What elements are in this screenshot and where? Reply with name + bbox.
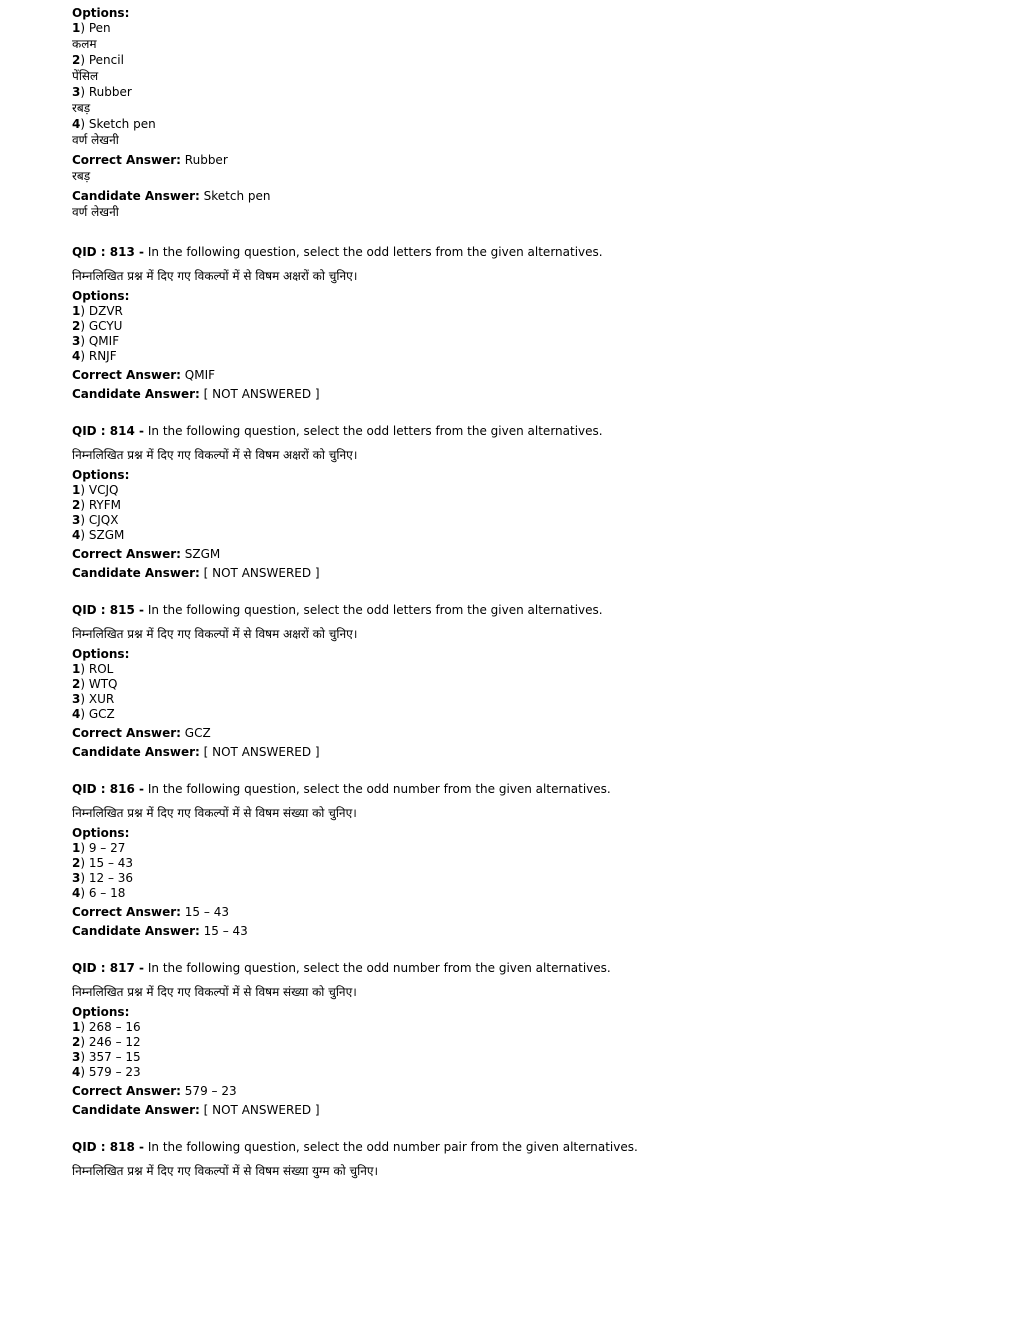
question-text-hindi: निम्नलिखित प्रश्न में दिए गए विकल्पों में से विषम अक्षरों को चुनिए। — [72, 269, 358, 283]
candidate-answer-hindi: वर्ण लेखनी — [72, 205, 119, 219]
correct-answer: Correct Answer: Rubber — [72, 153, 228, 167]
option-item: 2) GCYU — [72, 319, 123, 333]
option-hindi: रबड़ — [72, 101, 91, 115]
question-text: QID : 814 - In the following question, select the odd letters from the given alternatives. — [72, 424, 603, 438]
option-hindi: कलम — [72, 37, 97, 51]
options-label: Options: — [72, 1005, 130, 1019]
question-text-hindi: निम्नलिखित प्रश्न में दिए गए विकल्पों में से विषम अक्षरों को चुनिए। — [72, 448, 358, 462]
option-item: 2) 246 – 12 — [72, 1035, 141, 1049]
option-item: 3) 357 – 15 — [72, 1050, 141, 1064]
question-block — [72, 961, 972, 1118]
question-text: QID : 815 - In the following question, select the odd letters from the given alternatives. — [72, 603, 603, 617]
option-item: 2) WTQ — [72, 677, 118, 691]
option-hindi: वर्ण लेखनी — [72, 133, 119, 147]
correct-answer: Correct Answer: GCZ — [72, 726, 211, 740]
options-label: Options: — [72, 6, 130, 20]
question-block — [72, 245, 972, 402]
question-text-hindi: निम्नलिखित प्रश्न में दिए गए विकल्पों में से विषम संख्या को चुनिए। — [72, 985, 357, 999]
option-item: 1) DZVR — [72, 304, 123, 318]
option-item: 4) SZGM — [72, 528, 125, 542]
candidate-answer: Candidate Answer: [ NOT ANSWERED ] — [72, 1103, 320, 1117]
option-item: 3) XUR — [72, 692, 115, 706]
option-item: 4) GCZ — [72, 707, 115, 721]
question-text: QID : 817 - In the following question, select the odd number from the given alternatives. — [72, 961, 611, 975]
candidate-answer: Candidate Answer: 15 – 43 — [72, 924, 248, 938]
question-text: QID : 813 - In the following question, select the odd letters from the given alternatives. — [72, 245, 603, 259]
option-item: 1) 268 – 16 — [72, 1020, 141, 1034]
options-label: Options: — [72, 826, 130, 840]
option-item: 4) RNJF — [72, 349, 117, 363]
question-text: QID : 818 - In the following question, select the odd number pair from the given alternatives. — [72, 1140, 638, 1154]
candidate-answer: Candidate Answer: [ NOT ANSWERED ] — [72, 566, 320, 580]
correct-answer: Correct Answer: 579 – 23 — [72, 1084, 237, 1098]
options-label: Options: — [72, 468, 130, 482]
option-item: 3) Rubber — [72, 85, 132, 99]
option-item: 2) Pencil — [72, 53, 124, 67]
option-hindi: पेंसिल — [72, 69, 99, 83]
question-block — [72, 782, 972, 939]
question-text-hindi: निम्नलिखित प्रश्न में दिए गए विकल्पों में से विषम संख्या को चुनिए। — [72, 806, 357, 820]
option-item: 1) VCJQ — [72, 483, 119, 497]
option-item: 1) ROL — [72, 662, 114, 676]
correct-answer: Correct Answer: QMIF — [72, 368, 216, 382]
candidate-answer: Candidate Answer: Sketch pen — [72, 189, 271, 203]
question-text-hindi: निम्नलिखित प्रश्न में दिए गए विकल्पों में से विषम संख्या युग्म को चुनिए। — [72, 1164, 379, 1178]
correct-answer: Correct Answer: 15 – 43 — [72, 905, 229, 919]
option-item: 4) 579 – 23 — [72, 1065, 141, 1079]
option-item: 2) RYFM — [72, 498, 122, 512]
correct-answer: Correct Answer: SZGM — [72, 547, 221, 561]
question-text-hindi: निम्नलिखित प्रश्न में दिए गए विकल्पों में से विषम अक्षरों को चुनिए। — [72, 627, 358, 641]
question-block — [72, 424, 972, 581]
options-label: Options: — [72, 647, 130, 661]
option-item: 3) 12 – 36 — [72, 871, 134, 885]
answer-sheet-page — [72, 6, 972, 1180]
option-item: 3) QMIF — [72, 334, 120, 348]
question-block — [72, 1140, 972, 1180]
correct-answer-hindi: रबड़ — [72, 169, 91, 183]
option-item: 4) 6 – 18 — [72, 886, 126, 900]
question-text: QID : 816 - In the following question, select the odd number from the given alternatives. — [72, 782, 611, 796]
option-item: 3) CJQX — [72, 513, 119, 527]
option-item: 4) Sketch pen — [72, 117, 156, 131]
option-item: 1) 9 – 27 — [72, 841, 126, 855]
candidate-answer: Candidate Answer: [ NOT ANSWERED ] — [72, 387, 320, 401]
candidate-answer: Candidate Answer: [ NOT ANSWERED ] — [72, 745, 320, 759]
question-block — [72, 603, 972, 760]
option-item: 1) Pen — [72, 21, 111, 35]
question-block-continued — [72, 6, 972, 221]
options-label: Options: — [72, 289, 130, 303]
option-item: 2) 15 – 43 — [72, 856, 134, 870]
